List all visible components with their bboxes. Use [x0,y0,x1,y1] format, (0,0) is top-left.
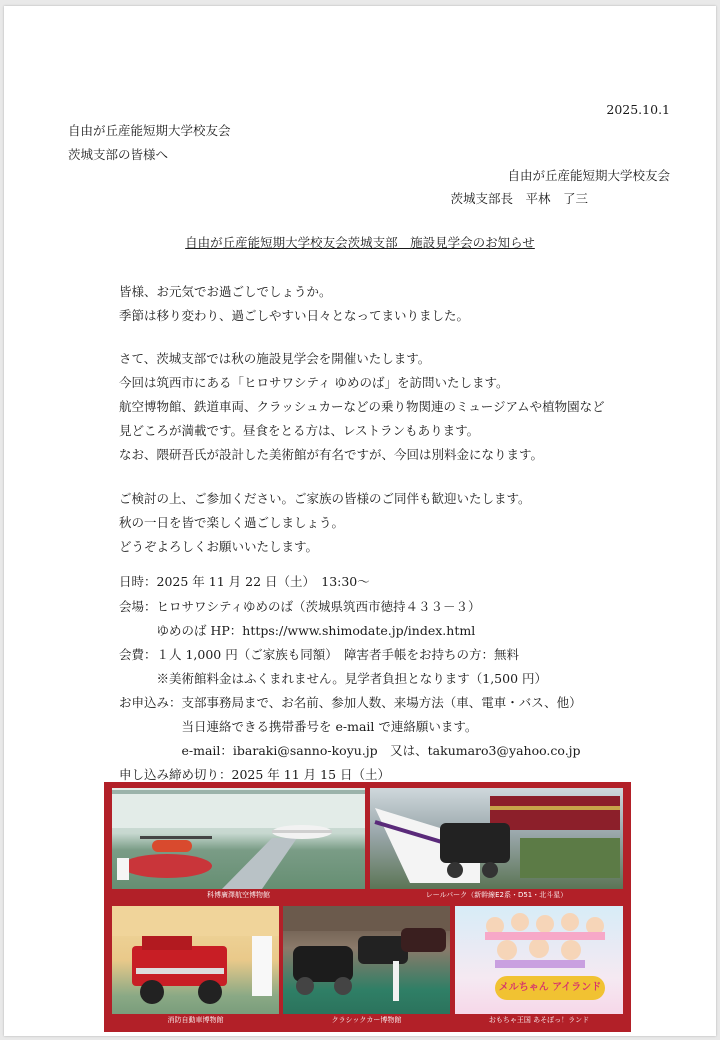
photo-collage [104,782,631,1032]
detail-datetime: 日時：2025 年 11 月 22 日（土） 13:30～ [119,574,370,589]
photo-toy-kingdom [455,906,623,1026]
photo-classic-cars [283,906,450,1026]
caption-toy: おもちゃ王国 あそぼっ！ランド [455,1014,623,1026]
photo-rail-park [370,788,623,901]
detail-venue-url: ゆめのば HP：https://www.shimodate.jp/index.html [119,623,476,638]
toy-sign: メルちゃん アイランド [495,976,605,1000]
intro-line-4: 見どころが満載です。昼食をとる方は、レストランもあります。 [119,423,480,438]
recipient-group: 茨城支部の皆様へ [68,147,169,162]
closing-line-2: 秋の一日を皆で楽しく過ごしましょう。 [119,515,345,530]
intro-line-1: さて、茨城支部では秋の施設見学会を開催いたします。 [119,351,431,366]
intro-line-2: 今回は筑西市にある「ヒロサワシティ ゆめのば」を訪問いたします。 [119,375,509,390]
caption-fire: 消防自動車博物館 [112,1014,279,1026]
detail-fee-note: ※美術館料金はふくまれません。見学者負担となります（1,500 円） [119,671,548,686]
caption-classic: クラシックカー博物館 [283,1014,450,1026]
intro-line-5: なお、隈研吾氏が設計した美術館が有名ですが、今回は別料金になります。 [119,447,544,462]
classic-car-icon [283,906,450,1014]
closing-line-1: ご検討の上、ご参加ください。ご家族の皆様のご同伴も歓迎いたします。 [119,491,531,506]
aviation-scene-icon [112,788,365,889]
detail-fee: 会費：１人 1,000 円（ご家族も同額） 障害者手帳をお持ちの方：無料 [119,647,519,662]
letter-date: 2025.10.1 [606,102,670,117]
sender-org: 自由が丘産能短期大学校友会 [507,168,670,183]
detail-application-contact: 当日連絡できる携帯番号を e-mail で連絡願います。 [119,719,478,734]
recipient-org: 自由が丘産能短期大学校友会 [68,123,231,138]
photo-aviation-museum [112,788,365,901]
sender-name: 茨城支部長 平林 了三 [450,191,588,206]
greeting-line-1: 皆様、お元気でお過ごしでしょうか。 [119,284,332,299]
detail-application: お申込み：支部事務局まで、お名前、参加人数、来場方法（車、電車・バス、他） [119,695,582,710]
letter-title: 自由が丘産能短期大学校友会茨城支部 施設見学会のお知らせ [185,235,535,250]
detail-email: e-mail：ibaraki@sanno-koyu.jp 又は、takumaro3@yahoo.co.jp [119,743,581,758]
photo-fire-engine-museum [112,906,279,1026]
fire-engine-icon [112,906,279,1014]
detail-deadline: 申し込み締め切り：2025 年 11 月 15 日（土） [119,767,390,782]
intro-line-3: 航空博物館、鉄道車両、クラッシュカーなどの乗り物関連のミュージアムや植物園など [119,399,605,414]
detail-venue: 会場：ヒロサワシティゆめのば（茨城県筑西市徳持４３３－３） [119,599,481,614]
greeting-line-2: 季節は移り変わり、過ごしやすい日々となってまいりました。 [119,308,470,323]
caption-aviation: 科博廣澤航空博物館 [112,889,365,901]
closing-line-3: どうぞよろしくお願いいたします。 [119,539,319,554]
caption-rail: レールパーク（新幹線E2系・D51・北斗星） [370,889,623,901]
train-scene-icon [370,788,623,889]
